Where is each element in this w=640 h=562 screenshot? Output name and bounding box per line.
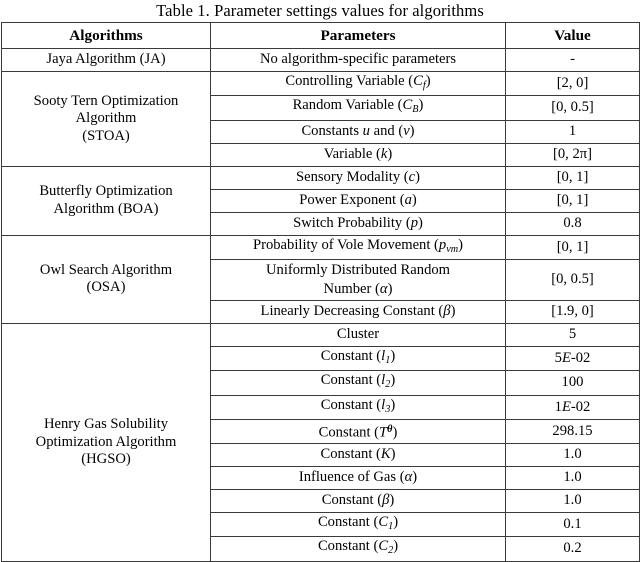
- value-cell: 1E-02: [506, 395, 640, 419]
- column-header-algorithms: Algorithms: [2, 23, 211, 49]
- value-cell: 1.0: [506, 443, 640, 466]
- value-cell: 5E-02: [506, 347, 640, 371]
- value-cell: 5: [506, 324, 640, 347]
- column-header-parameters: Parameters: [211, 23, 506, 49]
- value-cell: 100: [506, 371, 640, 395]
- value-cell: [0, 2π]: [506, 143, 640, 166]
- value-cell: [0, 0.5]: [506, 260, 640, 301]
- algorithm-name-cell-ja: Jaya Algorithm (JA): [2, 49, 211, 72]
- parameter-cell: Influence of Gas (α): [211, 466, 506, 489]
- algorithm-name-cell-boa: Butterfly Optimization Algorithm (BOA): [2, 166, 211, 235]
- parameter-cell: Constant (β): [211, 489, 506, 512]
- parameter-cell: Constant $(l_1)$: [211, 347, 506, 371]
- header-row: [2, 23, 640, 49]
- table-caption: Table 1. Parameter settings values for algorithms: [156, 1, 484, 20]
- column-header-value: Value: [506, 23, 640, 49]
- algorithm-name-cell-osa: Owl Search Algorithm (OSA): [2, 235, 211, 323]
- table-row: [2, 49, 640, 72]
- parameter-cell: Constant (K): [211, 443, 506, 466]
- parameter-cell: Probability of Vole Movement $(p_{vm})$: [211, 235, 506, 259]
- value-cell: 1: [506, 120, 640, 143]
- value-cell: [0, 1]: [506, 166, 640, 189]
- value-cell: 0.8: [506, 212, 640, 235]
- table-row: [2, 72, 640, 96]
- parameter-cell: Switch Probability (p): [211, 212, 506, 235]
- value-cell: [1.9, 0]: [506, 301, 640, 324]
- parameter-cell: Cluster: [211, 324, 506, 347]
- parameter-cell: Constant $(l_3)$: [211, 395, 506, 419]
- value-cell: 0.1: [506, 512, 640, 536]
- table-header: [2, 23, 640, 49]
- algorithm-name-cell-hgso: Henry Gas Solubility Optimization Algorithm (HGSO): [2, 324, 211, 562]
- parameter-cell: Constant $(T^\theta)$: [211, 420, 506, 444]
- value-cell: 1.0: [506, 466, 640, 489]
- table-row: [2, 166, 640, 189]
- value-cell: 0.2: [506, 537, 640, 561]
- value-cell: [0, 0.5]: [506, 96, 640, 120]
- table-row: [2, 324, 640, 347]
- value-cell: 1.0: [506, 489, 640, 512]
- value-cell: [0, 1]: [506, 189, 640, 212]
- parameter-cell: Constant $(l_2)$: [211, 371, 506, 395]
- parameter-cell: Random Variable $(C_B)$: [211, 96, 506, 120]
- value-cell: 298.15: [506, 420, 640, 444]
- parameter-cell: Sensory Modality (c): [211, 166, 506, 189]
- table-row: [2, 235, 640, 259]
- parameter-cell: Constant $(C_2)$: [211, 537, 506, 561]
- value-cell: [0, 1]: [506, 235, 640, 259]
- parameter-cell: Uniformly Distributed Random Number (α): [211, 260, 506, 301]
- parameter-cell: Controlling Variable $(C_f)$: [211, 72, 506, 96]
- algorithm-name-cell-stoa: Sooty Tern Optimization Algorithm (STOA): [2, 72, 211, 167]
- parameter-settings-table: [1, 22, 640, 562]
- parameter-cell: No algorithm-specific parameters: [211, 49, 506, 72]
- parameter-cell: Constants u and (v): [211, 120, 506, 143]
- parameter-cell: Variable (k): [211, 143, 506, 166]
- parameter-cell: Linearly Decreasing Constant (β): [211, 301, 506, 324]
- parameter-cell: Constant $(C_1)$: [211, 512, 506, 536]
- value-cell: -: [506, 49, 640, 72]
- table-body: [2, 49, 640, 562]
- value-cell: [2, 0]: [506, 72, 640, 96]
- parameter-cell: Power Exponent (a): [211, 189, 506, 212]
